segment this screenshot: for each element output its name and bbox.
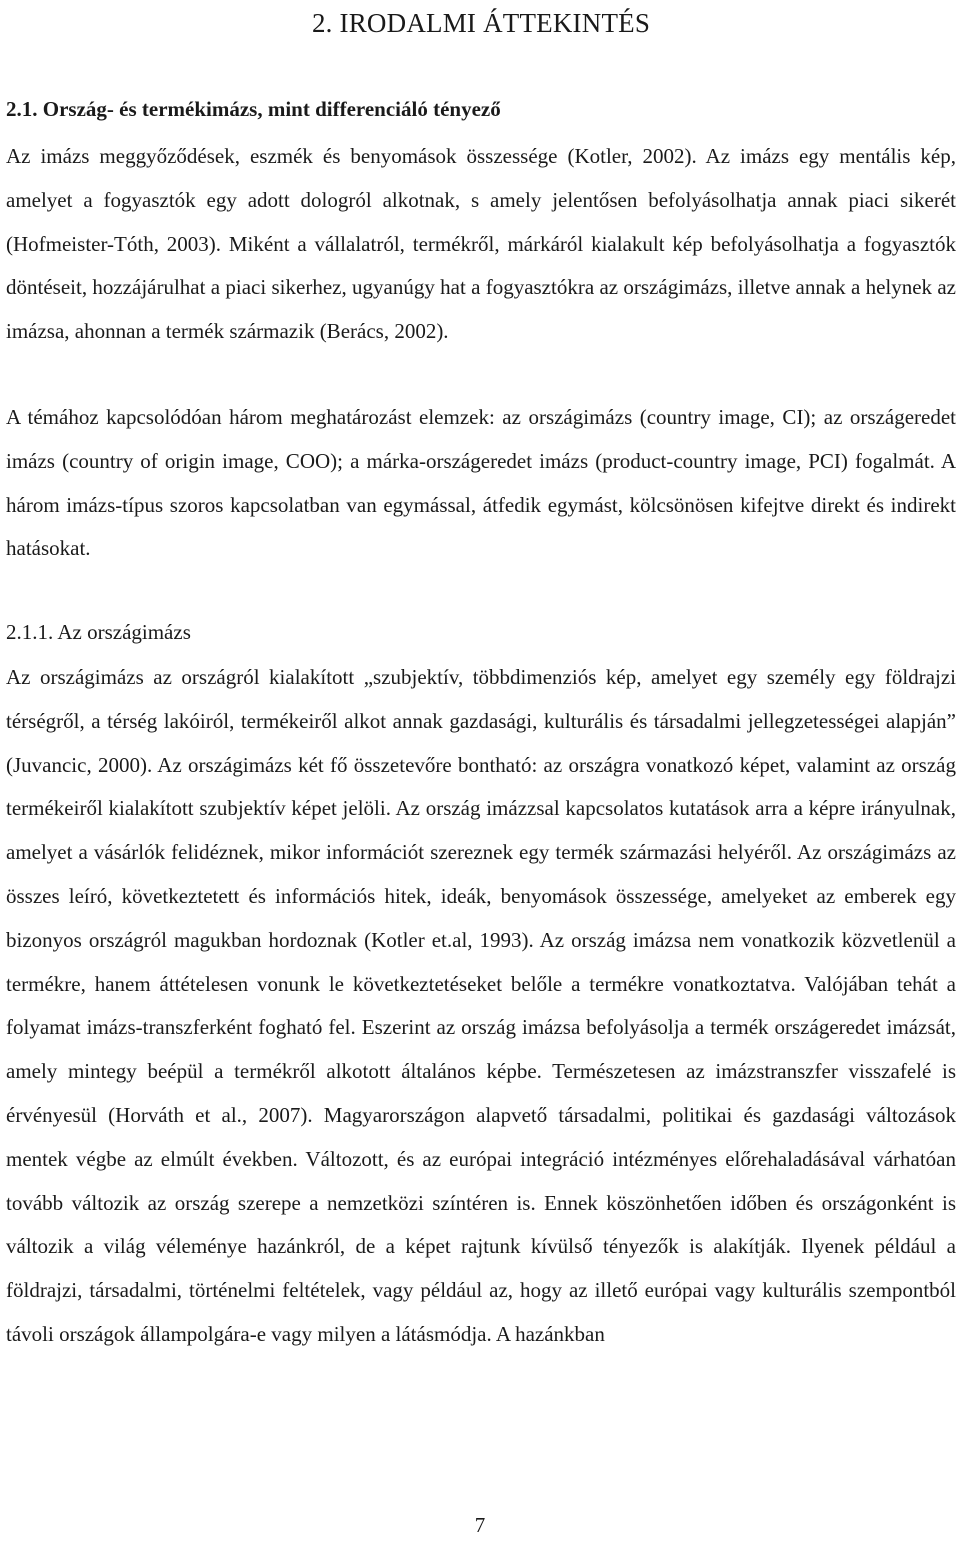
document-page — [6, 0, 956, 1346]
paragraph-country-image: Az országimázs az országról kialakított „szubjektív, többdimenziós kép, amelyet egy személy egy földrajzi térségről, a térség lakóiról, termékeiről alkot annak gazdasági, kulturális és társadalmi jellegzetességei alapján” (Juvancic, 2000). Az országimázs két fő összetevőre bontható: az országra vonatkozó képet, valamint az ország termékeiről kialakított szubjektív képet jelöli. Az ország imázzsal kapcsolatos kutatások arra a képre irányulnak, amelyet a vásárlók felidéznek, mikor információt szereznek egy termék származási helyéről. Az országimázs az összes leíró, következtetett és információs hitek, ideák, benyomások összessége, amelyeket az emberek egy bizonyos országról magukban hordoznak (Kotler et.al, 1993). Az ország imázsa nem vonatkozik közvetlenül a termékre, hanem áttételesen vonunk le következtetéseket belőle a termékre vonatkoztatva. Valójában tehát a folyamat imázs-transzferként fogható fel. Eszerint az ország imázsa befolyásolja a termék országeredet imázsát, amely mintegy beépül a termékről alkotott általános képbe. Természetesen az imázstranszfer visszafelé is érvényesül (Horváth et al., 2007). Magyarországon alapvető társadalmi, politikai és gazdasági változások mentek végbe az elmúlt években. Változott, és az európai integráció intézményes előrehaladásával várhatóan tovább változik az ország szerepe a nemzetközi színtéren is. Ennek köszönhetően időben és országonként is változik a világ véleménye hazánkról, de a képet rajtunk kívülső tényezők is alakítják. Ilyenek például a földrajzi, társadalmi, történelmi feltételek, vagy például az, hogy az illető európai vagy kulturális szempontból távoli országok állampolgára-e vagy milyen a látásmódja. A hazánkban — [6, 665, 956, 1346]
paragraph-image-definition: Az imázs meggyőződések, eszmék és benyomások összessége (Kotler, 2002). Az imázs egy mentális kép, amelyet a fogyasztók egy adott dologról alkotnak, s amely jelentősen befolyásolhatja annak piaci sikerét (Hofmeister-Tóth, 2003). Miként a vállalatról, termékről, márkáról kialakult kép befolyásolhatja a fogyasztók döntéseit, hozzájárulhat a piaci sikerhez, ugyanúgy hat a fogyasztókra az országimázs, illetve annak a helynek az imázsa, ahonnan a termék származik (Berács, 2002). — [6, 144, 956, 344]
section-title: 2.1. Ország- és termékimázs, mint differenciáló tényező — [6, 97, 501, 121]
paragraph-three-definitions: A témához kapcsolódóan három meghatározást elemzek: az országimázs (country image, CI); az országeredet imázs (country of origin image, COO); a márka-országeredet imázs (product-country image, PCI) fogalmát. A három imázs-típus szoros kapcsolatban van egymással, átfedik egymást, kölcsönösen kifejtve direkt és indirekt hatásokat. — [6, 405, 956, 561]
chapter-title: 2. IRODALMI ÁTTEKINTÉS — [311, 8, 651, 38]
subsection-title: 2.1.1. Az országimázs — [6, 620, 191, 644]
page-number: 7 — [474, 1513, 486, 1537]
